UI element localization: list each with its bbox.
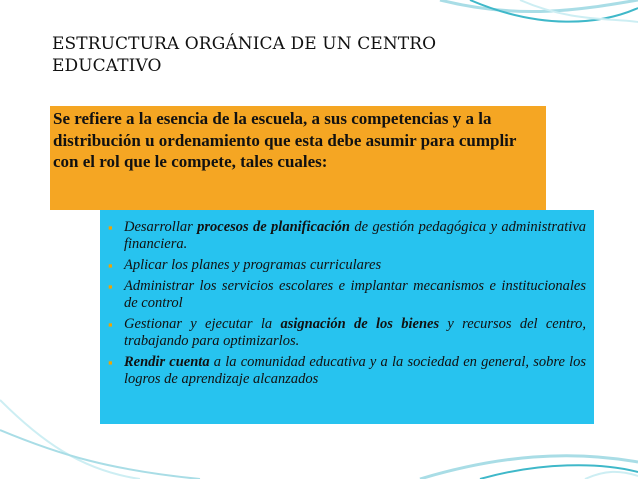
item-text: Administrar los servicios escolares e implantar mecanismos e institucionales de control [124,278,586,311]
intro-text: Se refiere a la esencia de la escuela, a sus competencias y a la distribución u ordenamiento que esta debe asumir para cumplir con el rol que le compete, tales cuales: [53,109,517,171]
item-text: Desarrollar [124,219,198,235]
item-text: y recursos del centro, trabajando para optimizarlos. [124,316,586,349]
slide-title: ESTRUCTURA ORGÁNICA DE UN CENTRO EDUCATIVO [52,34,437,76]
bullet-icon: ▪ [108,279,113,294]
item-emphasis: procesos de planificación [197,219,350,235]
list-item [108,257,586,274]
items-list [108,219,586,388]
item-text: de gestión pedagógica y administrativa financiera. [124,219,587,252]
item-text: a la comunidad educativa y a la sociedad en general, sobre los logros de aprendizaje alcanzados [124,354,587,387]
item-emphasis: asignación de los bienes [280,316,440,332]
bullet-icon: ▪ [108,258,113,273]
list-item [108,278,586,312]
items-box [100,210,594,424]
item-text: Aplicar los planes y programas curriculares [124,257,382,273]
bullet-icon: ▪ [108,355,113,370]
list-item [108,316,586,350]
list-item [108,354,586,388]
bullet-icon: ▪ [108,220,113,235]
item-text: Gestionar y ejecutar la [124,316,281,332]
intro-box [50,106,546,210]
list-item [108,219,586,253]
item-emphasis: Rendir cuenta [124,354,210,370]
bullet-icon: ▪ [108,317,113,332]
